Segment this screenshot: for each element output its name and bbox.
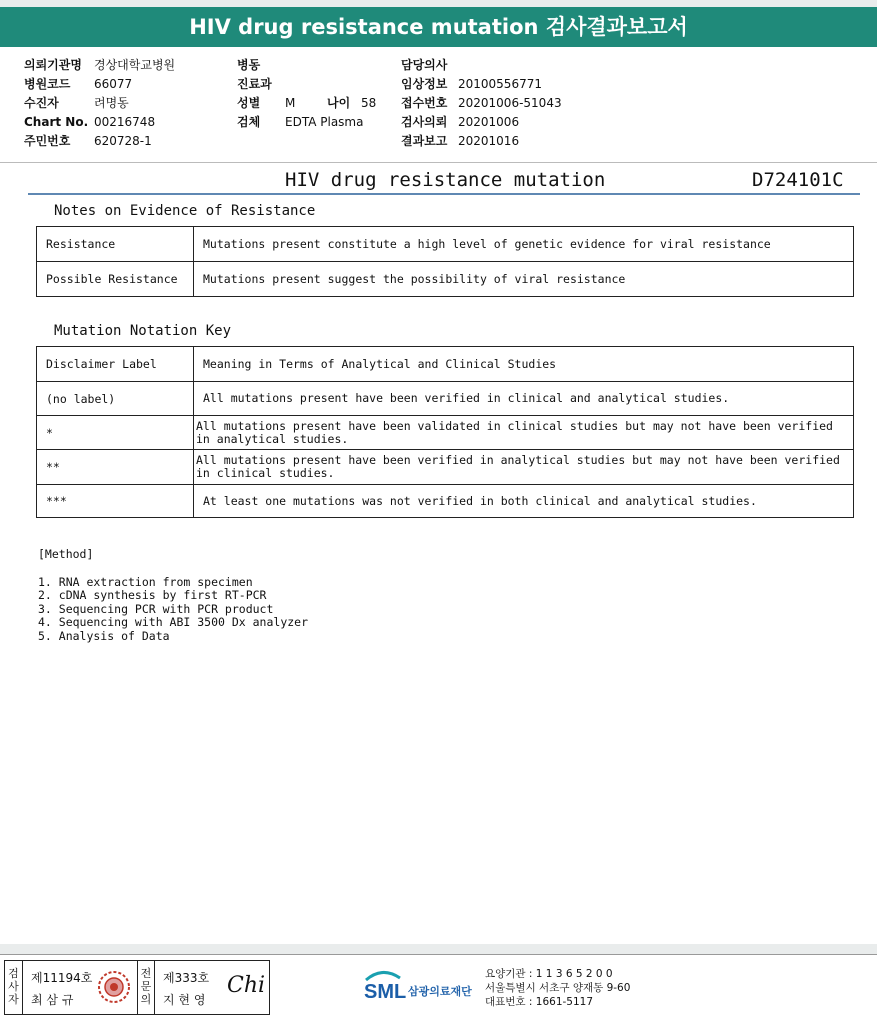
inspector-role: 검사자	[8, 967, 19, 1006]
svg-text:삼광의료재단: 삼광의료재단	[408, 985, 472, 998]
top-strip	[0, 0, 877, 7]
table-row	[37, 227, 854, 262]
org-phone: 대표번호 : 1661-5117	[485, 996, 594, 1008]
clinical-info-value: 20100556771	[458, 77, 542, 91]
table-cell-key: Resistance	[37, 227, 194, 262]
doctor-label: 담당의사	[401, 58, 448, 72]
hospital-label: 의뢰기관명	[24, 58, 82, 72]
care-code: 요양기관 : 1 1 3 6 5 2 0 0	[485, 968, 613, 980]
title-rule	[28, 193, 860, 195]
report-date-value: 20201016	[458, 134, 520, 148]
table-cell-value: All mutations present have been verified in clinical and analytical studies.	[194, 382, 854, 416]
table-cell-key: **	[37, 450, 194, 485]
report-date-label: 결과보고	[401, 134, 448, 148]
sex-value: M	[285, 96, 296, 110]
inspector-license: 제11194호	[31, 971, 93, 985]
sml-logo-icon	[362, 968, 482, 1008]
table-cell-value: Mutations present constitute a high level of genetic evidence for viral resistance	[194, 227, 854, 262]
age-label: 나이	[327, 96, 351, 110]
table-cell-key: Possible Resistance	[37, 262, 194, 297]
report-code: D724101C	[752, 169, 844, 191]
hospital-code-label: 병원코드	[24, 77, 71, 91]
resident-no-value: 620728-1	[94, 134, 152, 148]
table-row	[37, 416, 854, 450]
notation-heading: Mutation Notation Key	[54, 323, 232, 339]
table-cell-key: *	[37, 416, 194, 450]
chart-no-label: Chart No.	[24, 115, 89, 129]
table-cell-value: All mutations present have been validated in clinical studies but may not have been verified in analytical studies.	[194, 416, 854, 450]
specialist-role-label	[137, 961, 155, 1014]
official-seal-icon	[97, 970, 131, 1007]
table-row	[37, 450, 854, 485]
sex-label: 성별	[237, 96, 261, 110]
footer-strip	[0, 944, 877, 954]
patient-value: 려명동	[94, 96, 129, 110]
inspector-role-label	[5, 961, 23, 1014]
table-row	[37, 485, 854, 518]
specialist-name: 지 현 영	[163, 993, 206, 1007]
table-cell-key: (no label)	[37, 382, 194, 416]
sml-logo	[362, 968, 482, 1012]
receipt-no-label: 접수번호	[401, 96, 448, 110]
notation-table	[36, 346, 854, 518]
method-step: 1. RNA extraction from specimen	[38, 574, 253, 589]
info-column-1	[24, 56, 175, 151]
header-divider	[0, 162, 877, 163]
svg-text:SML: SML	[364, 981, 407, 1003]
table-cell-value: Meaning in Terms of Analytical and Clinical Studies	[194, 347, 854, 382]
footer-divider	[0, 954, 877, 955]
specimen-label: 검체	[237, 115, 261, 129]
hospital-value: 경상대학교병원	[94, 58, 176, 72]
request-date-value: 20201006	[458, 115, 520, 129]
info-column-3	[401, 56, 562, 151]
specialist-role: 전문의	[140, 967, 152, 1006]
signature-box	[4, 960, 270, 1015]
table-cell-key: Disclaimer Label	[37, 347, 194, 382]
org-contact	[485, 967, 630, 1009]
resident-no-label: 주민번호	[24, 134, 71, 148]
evidence-heading: Notes on Evidence of Resistance	[54, 203, 316, 219]
inspector-name: 최 삼 규	[31, 993, 74, 1007]
specialist-license: 제333호	[163, 971, 210, 985]
age-value: 58	[361, 96, 377, 110]
table-cell-value: All mutations present have been verified in analytical studies but may not have been verified in clinical studies.	[194, 450, 854, 485]
evidence-table	[36, 226, 854, 297]
method-section	[38, 548, 308, 643]
patient-label: 수진자	[24, 96, 59, 110]
hospital-code-value: 66077	[94, 77, 133, 91]
org-address: 서울특별시 서초구 양재동 9-60	[485, 982, 631, 994]
report-title: HIV drug resistance mutation	[285, 169, 606, 191]
receipt-no-value: 20201006-51043	[458, 96, 562, 110]
table-row	[37, 382, 854, 416]
method-heading: [Method]	[38, 547, 94, 561]
table-row	[37, 262, 854, 297]
info-column-2	[237, 56, 376, 132]
department-label: 진료과	[237, 77, 272, 91]
ward-label: 병동	[237, 58, 261, 72]
table-row	[37, 347, 854, 382]
method-step: 3. Sequencing PCR with PCR product	[38, 601, 274, 616]
table-cell-value: Mutations present suggest the possibility of viral resistance	[194, 262, 854, 297]
table-cell-value: At least one mutations was not verified in both clinical and analytical studies.	[194, 485, 854, 518]
method-step: 5. Analysis of Data	[38, 628, 170, 643]
method-step: 2. cDNA synthesis by first RT-PCR	[38, 588, 267, 602]
report-banner-title: HIV drug resistance mutation 검사결과보고서	[0, 7, 877, 47]
request-date-label: 검사의뢰	[401, 115, 448, 129]
table-cell-key: ***	[37, 485, 194, 518]
specimen-value: EDTA Plasma	[285, 115, 364, 129]
signature: Chi	[227, 973, 266, 998]
clinical-info-label: 임상정보	[401, 77, 448, 91]
chart-no-value: 00216748	[94, 115, 156, 129]
method-step: 4. Sequencing with ABI 3500 Dx analyzer	[38, 615, 309, 629]
